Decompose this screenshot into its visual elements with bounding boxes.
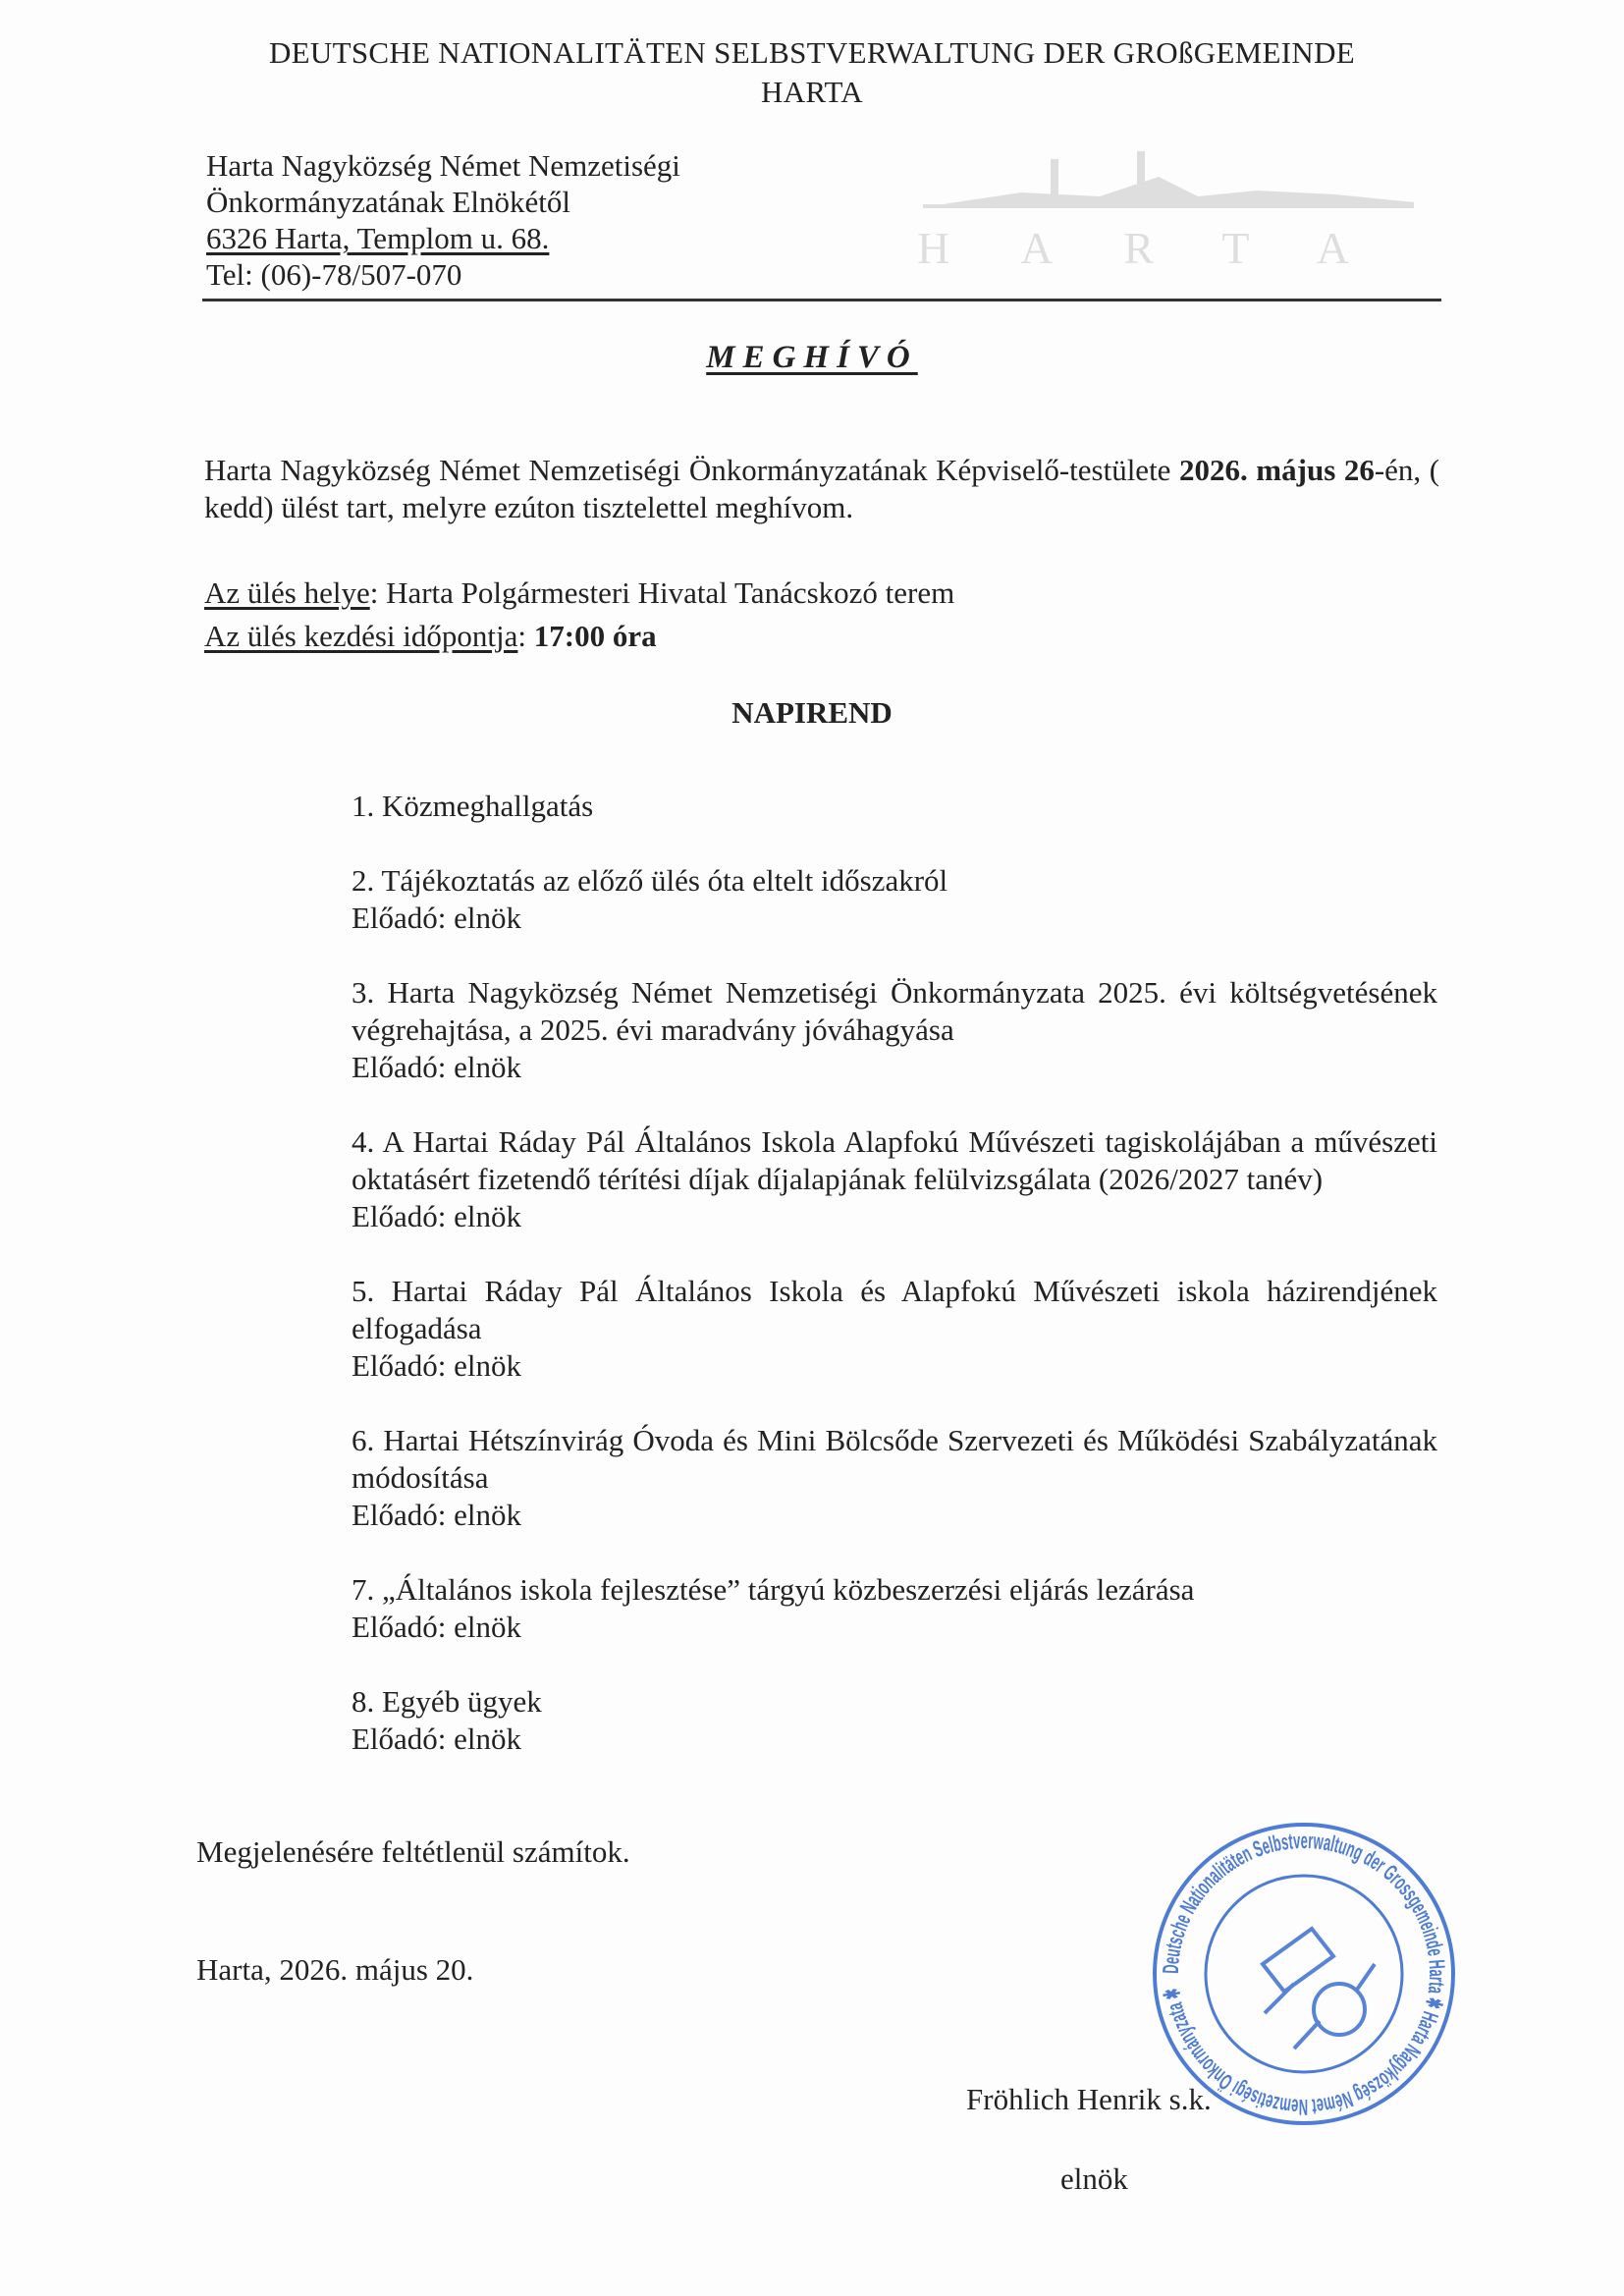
agenda-item [352,1273,1437,1385]
meeting-place-label: Az ülés helye [204,575,370,610]
intro-text: Harta Nagyközség Német Nemzetiségi Önkormányzatának Képviselő-testülete [204,453,1179,487]
agenda-item-presenter: Előadó: elnök [352,1050,522,1084]
agenda-item [352,1683,1437,1758]
sender-address: 6326 Harta, Templom u. 68. [206,221,550,255]
document-title-text: MEGHÍVÓ [706,340,918,375]
agenda-item [352,974,1437,1086]
agenda-item [352,788,1437,825]
agenda-item [352,1422,1437,1534]
meeting-time-label: Az ülés kezdési időpontja [204,619,518,653]
agenda-item-presenter: Előadó: elnök [352,1498,522,1532]
place-and-date: Harta, 2026. május 20. [196,1952,474,1987]
agenda-item-text: 8. Egyéb ügyek [352,1684,542,1719]
meeting-time-value: 17:00 óra [533,619,657,653]
agenda-item-presenter: Előadó: elnök [352,901,522,935]
harta-logo-watermark [903,137,1434,275]
agenda-item-text: 3. Harta Nagyközség Német Nemzetiségi Önkormányzata 2025. évi költségvetésének végrehajtása, a 2025. évi maradvány jóváhagyása [352,975,1437,1047]
signer-name: Fröhlich Henrik s.k. [966,2082,1212,2116]
document-title [0,340,1624,376]
agenda-item-presenter: Előadó: elnök [352,1348,522,1383]
meeting-place-value: : Harta Polgármesteri Hivatal Tanácskozó terem [369,575,955,610]
agenda-item-presenter: Előadó: elnök [352,1610,522,1644]
sender-line-2: Önkormányzatának Elnökétől [206,185,571,219]
invitation-paragraph [204,452,1439,526]
sender-block [206,147,680,293]
meeting-date: 2026. május [1179,453,1336,487]
sender-phone: Tel: (06)-78/507-070 [206,257,462,292]
agenda-item-text: 6. Hartai Hétszínvirág Óvoda és Mini Bölcsőde Szervezeti és Működési Szabályzatának módosítása [352,1423,1437,1495]
svg-text:Deutsche Nationalitäten Selbst [1158,1828,1450,2120]
signer-role: elnök [1060,2161,1128,2196]
agenda-item-presenter: Előadó: elnök [352,1722,522,1756]
agenda-item-text: 5. Hartai Ráday Pál Általános Iskola és Alapfokú Művészeti iskola házirendjének elfogadása [352,1274,1437,1345]
agenda-item-text: 1. Közmeghallgatás [352,789,594,823]
sender-line-1: Harta Nagyközség Német Nemzetiségi [206,148,680,183]
agenda-item-presenter: Előadó: elnök [352,1199,522,1233]
agenda-list [352,788,1437,1795]
agenda-item [352,1123,1437,1235]
seal-text: Deutsche Nationalitäten Selbstverwaltung der Grossgemeinde Harta ✱ Harta Nagyközség Német Nemzetiségi Önkormányzata ✱ [1157,1827,1451,2121]
agenda-item [352,1571,1437,1646]
header-divider [202,299,1441,301]
harta-logo-text: HARTA [917,223,1420,273]
agenda-item [352,862,1437,937]
intro-space [1335,453,1344,487]
agenda-heading: NAPIREND [731,695,893,730]
organization-name: DEUTSCHE NATIONALITÄTEN SELBSTVERWALTUNG DER GROßGEMEINDE [268,35,1356,70]
meeting-time [204,615,954,658]
organization-header [147,33,1477,112]
meeting-day: 26 [1343,453,1375,487]
closing-sentence: Megjelenésére feltétlenül számítok. [196,1834,630,1869]
intro-text-end: -én, ( kedd) ülést tart, melyre ezúton tisztelettel meghívom. [204,453,1440,524]
meeting-place [204,572,954,615]
meeting-time-separator: : [517,619,534,653]
meeting-details [204,572,954,658]
agenda-item-text: 7. „Általános iskola fejlesztése” tárgyú közbeszerzési eljárás lezárása [352,1572,1195,1607]
organization-town: HARTA [761,75,863,109]
agenda-item-text: 2. Tájékoztatás az előző ülés óta eltelt időszakról [352,863,948,898]
agenda-item-text: 4. A Hartai Ráday Pál Általános Iskola Alapfokú Művészeti tagiskolájában a művészeti oktatásért fizetendő térítési díjak díjalapjának felülvizsgálata (2026/2027 tanév) [352,1124,1437,1196]
